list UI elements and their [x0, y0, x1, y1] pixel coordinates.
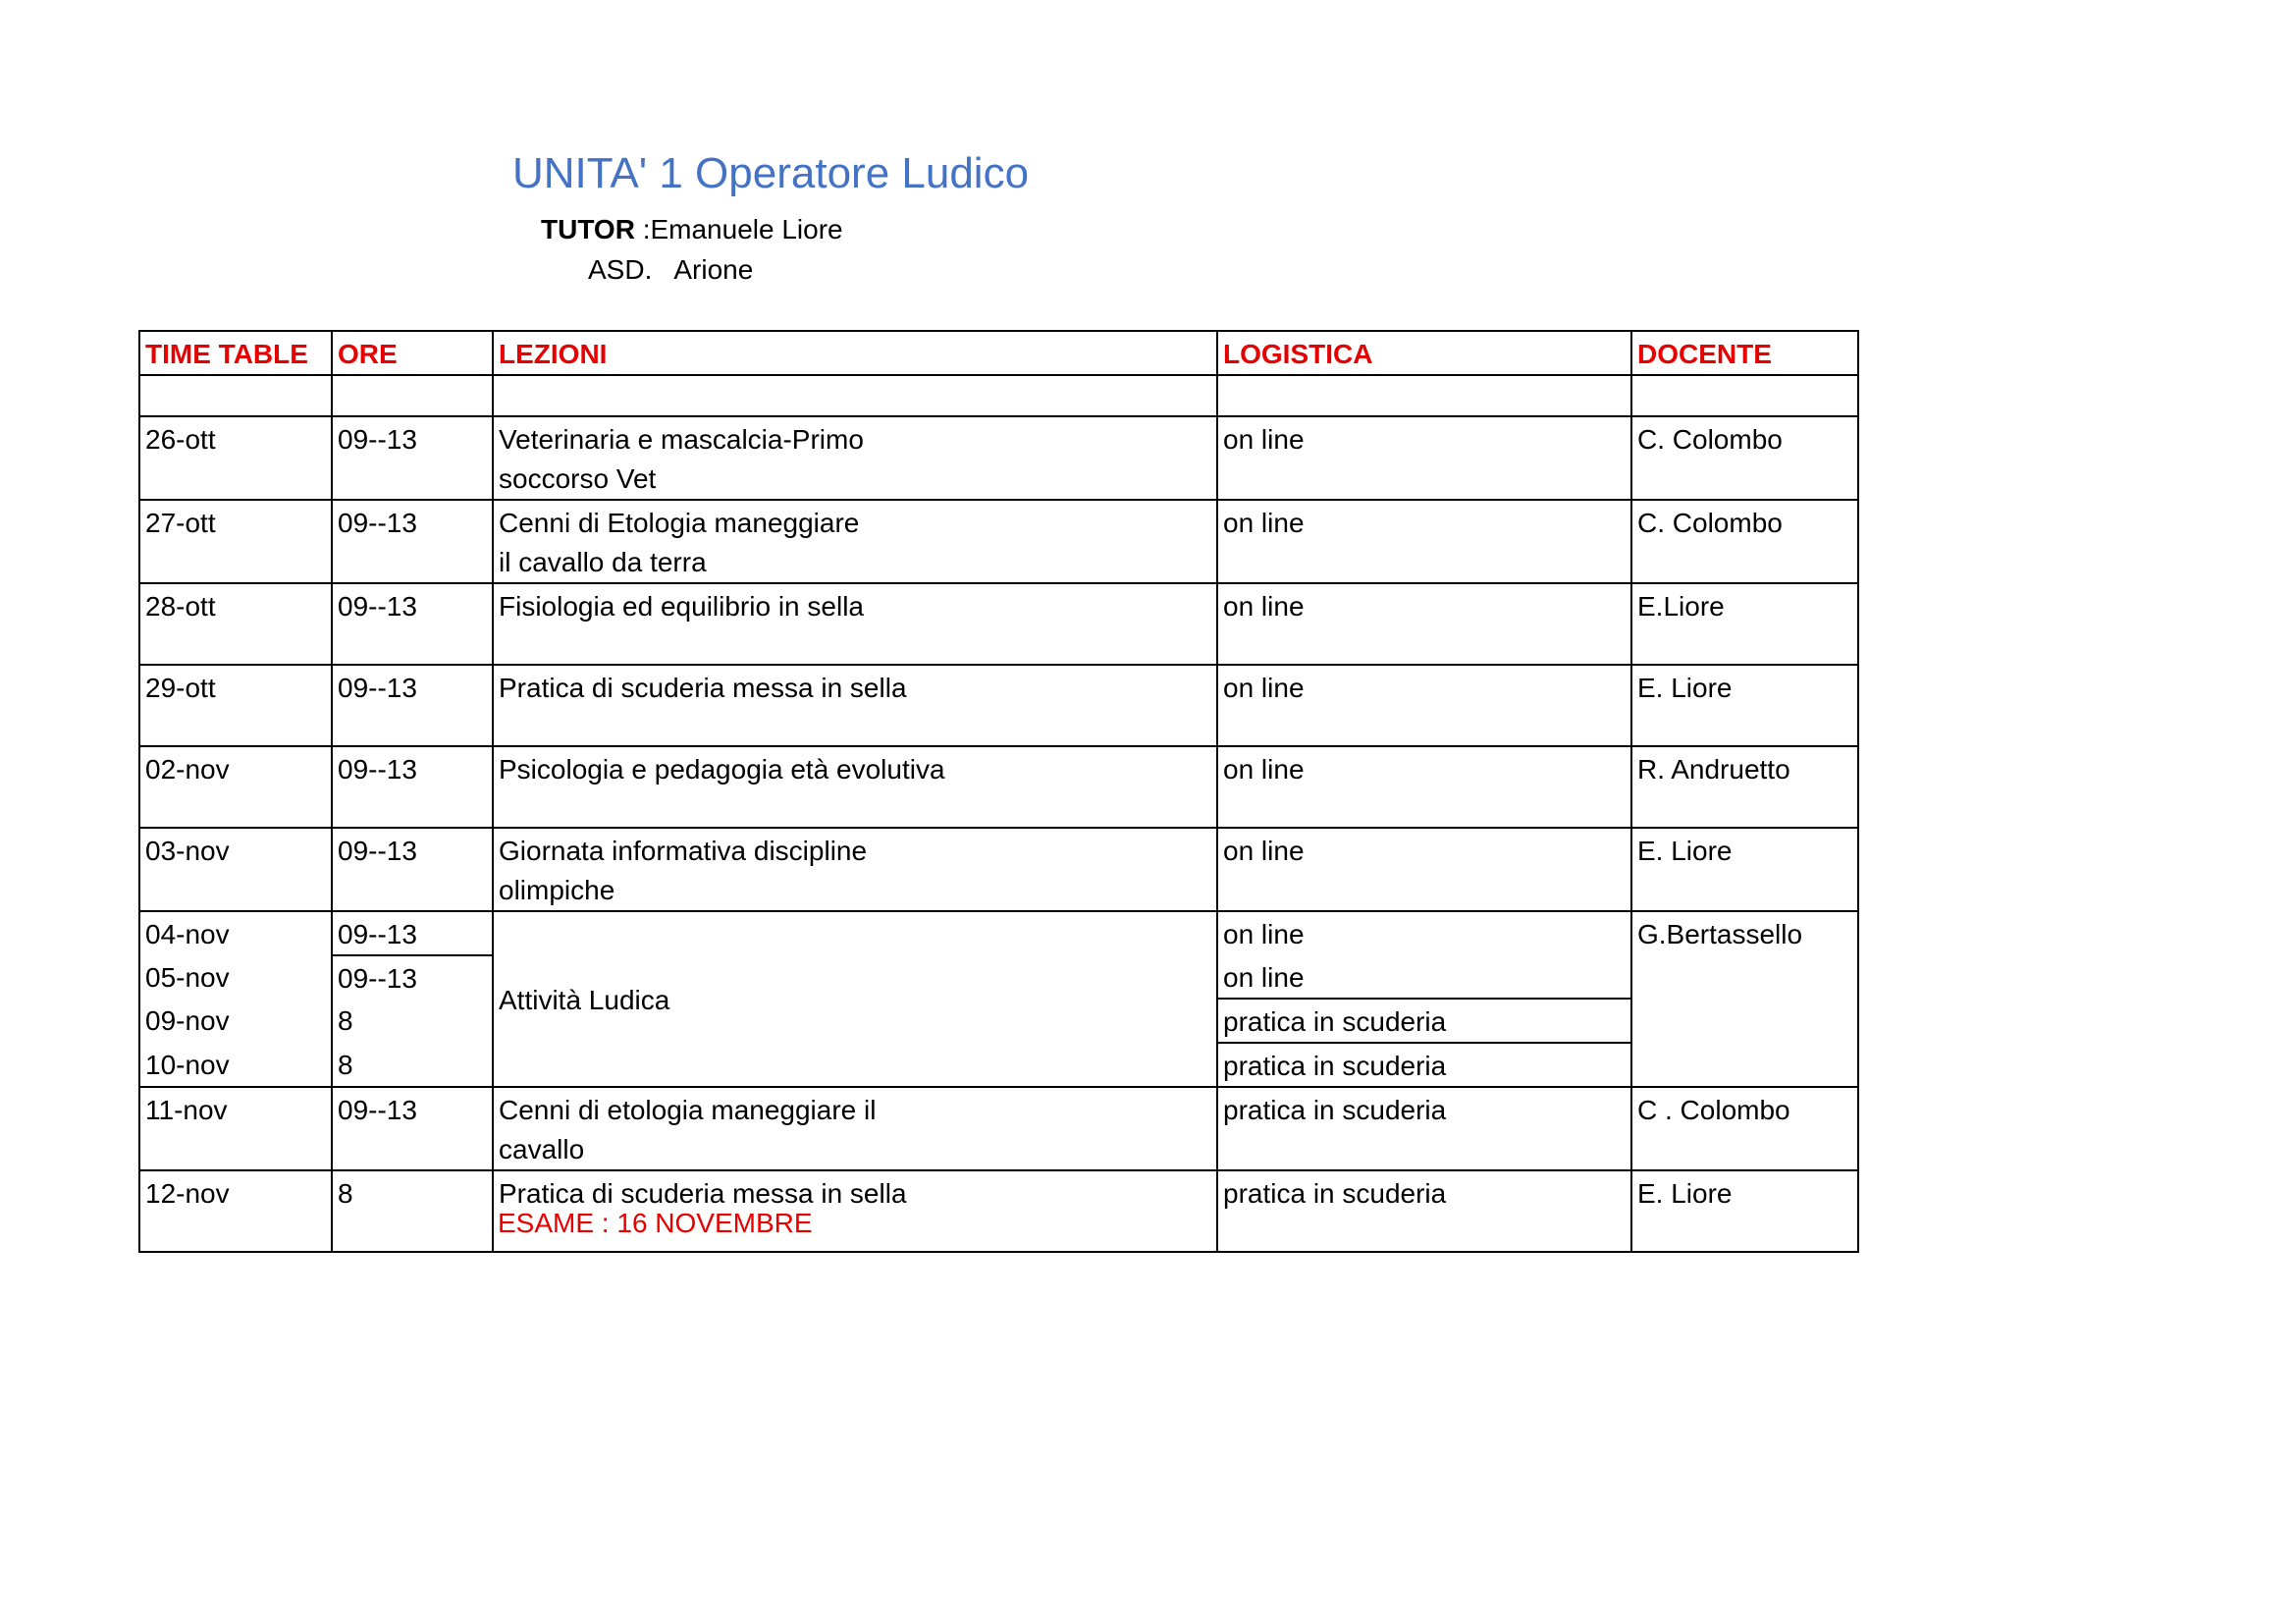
date-cell: 02-nov — [139, 746, 332, 828]
hours-cell: 8 — [332, 999, 493, 1043]
lesson-cell: Pratica di scuderia messa in sella — [493, 1170, 1217, 1252]
logistics-cell: on line — [1217, 665, 1631, 746]
date-cell: 27-ott — [139, 500, 332, 583]
hours-cell: 09--13 — [332, 500, 493, 583]
tutor-value: :Emanuele Liore — [634, 214, 843, 244]
hours-cell: 09--13 — [332, 955, 493, 999]
empty-cell — [1631, 375, 1858, 416]
lesson-cell: Veterinaria e mascalcia-Primo soccorso Vet — [493, 416, 1217, 500]
logistics-cell: on line — [1217, 500, 1631, 583]
empty-cell — [332, 375, 493, 416]
table-row — [139, 583, 1858, 665]
teacher-cell: E. Liore — [1631, 828, 1858, 911]
table-row — [139, 828, 1858, 911]
hours-cell: 09--13 — [332, 911, 493, 955]
column-header: LOGISTICA — [1217, 331, 1631, 375]
empty-cell — [139, 375, 332, 416]
table-row — [139, 746, 1858, 828]
empty-cell — [493, 375, 1217, 416]
lesson-cell: Giornata informativa discipline olimpiche — [493, 828, 1217, 911]
lesson-cell: Attività Ludica — [493, 911, 1217, 1087]
logistics-cell: on line — [1217, 955, 1631, 999]
teacher-cell: G.Bertassello — [1631, 911, 1858, 1087]
logistics-cell: on line — [1217, 583, 1631, 665]
hours-cell: 09--13 — [332, 665, 493, 746]
table-row — [139, 665, 1858, 746]
date-cell: 03-nov — [139, 828, 332, 911]
hours-cell: 8 — [332, 1170, 493, 1252]
table-row — [139, 911, 1858, 955]
empty-cell — [1217, 375, 1631, 416]
logistics-cell: pratica in scuderia — [1217, 999, 1631, 1043]
tutor-line — [541, 214, 843, 245]
teacher-cell: E.Liore — [1631, 583, 1858, 665]
date-cell: 28-ott — [139, 583, 332, 665]
date-cell: 10-nov — [139, 1043, 332, 1087]
date-cell: 05-nov — [139, 955, 332, 999]
logistics-cell: on line — [1217, 746, 1631, 828]
asd-line — [588, 254, 753, 286]
table-row — [139, 500, 1858, 583]
lesson-cell: Cenni di Etologia maneggiare il cavallo da terra — [493, 500, 1217, 583]
teacher-cell: R. Andruetto — [1631, 746, 1858, 828]
teacher-cell: C. Colombo — [1631, 500, 1858, 583]
logistics-cell: on line — [1217, 911, 1631, 955]
date-cell: 09-nov — [139, 999, 332, 1043]
column-header: ORE — [332, 331, 493, 375]
column-header: TIME TABLE — [139, 331, 332, 375]
logistics-cell: on line — [1217, 828, 1631, 911]
lesson-cell: Fisiologia ed equilibrio in sella — [493, 583, 1217, 665]
teacher-cell: E. Liore — [1631, 665, 1858, 746]
table-header-row — [139, 331, 1858, 375]
asd-label: ASD. — [588, 254, 653, 285]
date-cell: 29-ott — [139, 665, 332, 746]
schedule-table — [138, 330, 1859, 1253]
teacher-cell: C . Colombo — [1631, 1087, 1858, 1170]
lesson-cell: Pratica di scuderia messa in sella — [493, 665, 1217, 746]
date-cell: 26-ott — [139, 416, 332, 500]
tutor-label: TUTOR — [541, 214, 635, 244]
column-header: LEZIONI — [493, 331, 1217, 375]
teacher-cell: C. Colombo — [1631, 416, 1858, 500]
date-cell: 04-nov — [139, 911, 332, 955]
exam-note: ESAME : 16 NOVEMBRE — [498, 1208, 813, 1238]
hours-cell: 09--13 — [332, 1087, 493, 1170]
page-title: UNITA' 1 Operatore Ludico — [512, 149, 1030, 197]
table-row — [139, 1087, 1858, 1170]
table-row — [139, 416, 1858, 500]
column-header: DOCENTE — [1631, 331, 1858, 375]
logistics-cell: on line — [1217, 416, 1631, 500]
logistics-cell: pratica in scuderia — [1217, 1087, 1631, 1170]
hours-cell: 8 — [332, 1043, 493, 1087]
hours-cell: 09--13 — [332, 416, 493, 500]
hours-cell: 09--13 — [332, 746, 493, 828]
lesson-cell: Cenni di etologia maneggiare il cavallo — [493, 1087, 1217, 1170]
logistics-cell: pratica in scuderia — [1217, 1043, 1631, 1087]
hours-cell: 09--13 — [332, 828, 493, 911]
hours-cell: 09--13 — [332, 583, 493, 665]
teacher-cell: E. Liore — [1631, 1170, 1858, 1252]
date-cell: 12-nov — [139, 1170, 332, 1252]
table-blank-row — [139, 375, 1858, 416]
table-row — [139, 1170, 1858, 1252]
date-cell: 11-nov — [139, 1087, 332, 1170]
asd-value: Arione — [673, 254, 754, 285]
lesson-cell: Psicologia e pedagogia età evolutiva — [493, 746, 1217, 828]
logistics-cell: pratica in scuderia — [1217, 1170, 1631, 1252]
